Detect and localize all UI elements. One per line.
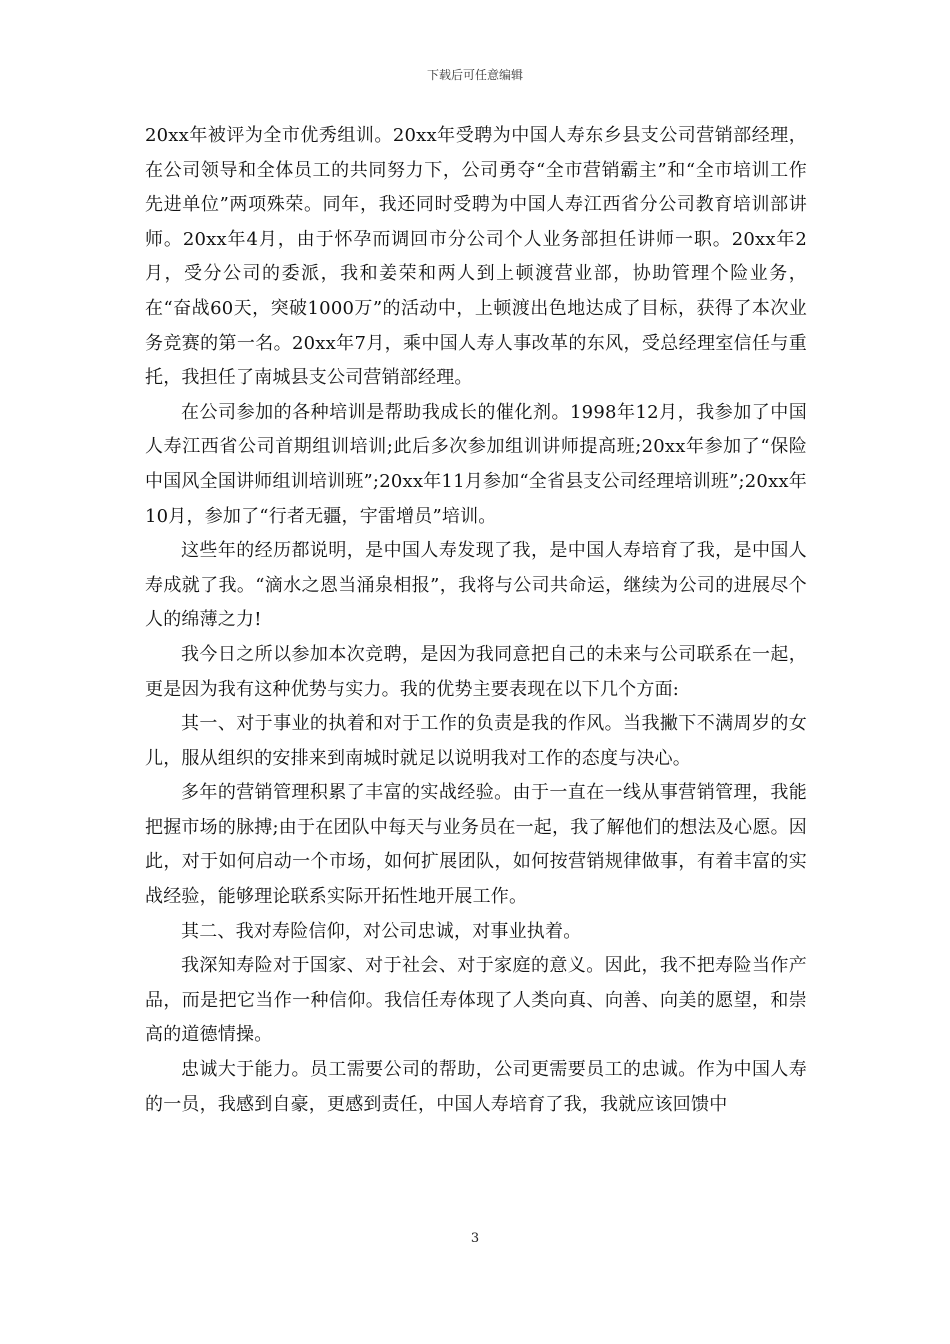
paragraph-8: 我深知寿险对于国家、对于社会、对于家庭的意义。因此，我不把寿险当作产品，而是把它当作一种信仰。我信任寿体现了人类向真、向善、向美的愿望，和崇高的道德情操。 — [145, 955, 807, 1046]
page-header: 下载后可任意编辑 — [426, 68, 523, 82]
paragraph-2: 在公司参加的各种培训是帮助我成长的催化剂。1998年12月，我参加了中国人寿江西省公司首期组训培训;此后多次参加组训讲师提高班;20xx年参加了“保险中国风全国讲师组训培训班”;20xx年11月参加“全省县支公司经理培训班”;20xx年10月，参加了“行者无疆，宇雷增员”培训。 — [145, 401, 807, 527]
paragraph-5: 其一、对于事业的执着和对于工作的负责是我的作风。当我撇下不满周岁的女儿，服从组织的安排来到南城时就足以说明我对工作的态度与决心。 — [145, 713, 807, 769]
document-body — [145, 119, 807, 1122]
paragraph-7: 其二、我对寿险信仰，对公司忠诚，对事业执着。 — [181, 920, 582, 942]
page-number: 3 — [470, 1231, 480, 1246]
paragraph-3: 这些年的经历都说明，是中国人寿发现了我，是中国人寿培育了我，是中国人寿成就了我。“滴水之恩当涌泉相报”，我将与公司共命运，继续为公司的进展尽个人的绵薄之力! — [145, 540, 807, 631]
paragraph-6: 多年的营销管理积累了丰富的实战经验。由于一直在一线从事营销管理，我能把握市场的脉搏;由于在团队中每天与业务员在一起，我了解他们的想法及心愿。因此，对于如何启动一个市场，如何扩展团队，如何按营销规律做事，有着丰富的实战经验，能够理论联系实际开拓性地开展工作。 — [145, 782, 807, 908]
paragraph-9: 忠诚大于能力。员工需要公司的帮助，公司更需要员工的忠诚。作为中国人寿的一员，我感到自豪，更感到责任，中国人寿培育了我，我就应该回馈中 — [145, 1059, 807, 1115]
paragraph-1: 20xx年被评为全市优秀组训。20xx年受聘为中国人寿东乡县支公司营销部经理，在公司领导和全体员工的共同努力下，公司勇夺“全市营销霸主”和“全市培训工作先进单位”两项殊荣。同年，我还同时受聘为中国人寿江西省分公司教育培训部讲师。20xx年4月，由于怀孕而调回市分公司个人业务部担任讲师一职。20xx年2月，受分公司的委派，我和姜荣和两人到上顿渡营业部，协助管理个险业务，在“奋战60天，突破1000万”的活动中，上顿渡出色地达成了目标，获得了本次业务竞赛的第一名。20xx年7月，乘中国人寿人事改革的东风，受总经理室信任与重托，我担任了南城县支公司营销部经理。 — [145, 125, 807, 389]
paragraph-4: 我今日之所以参加本次竞聘，是因为我同意把自己的未来与公司联系在一起，更是因为我有这种优势与实力。我的优势主要表现在以下几个方面: — [145, 643, 807, 700]
